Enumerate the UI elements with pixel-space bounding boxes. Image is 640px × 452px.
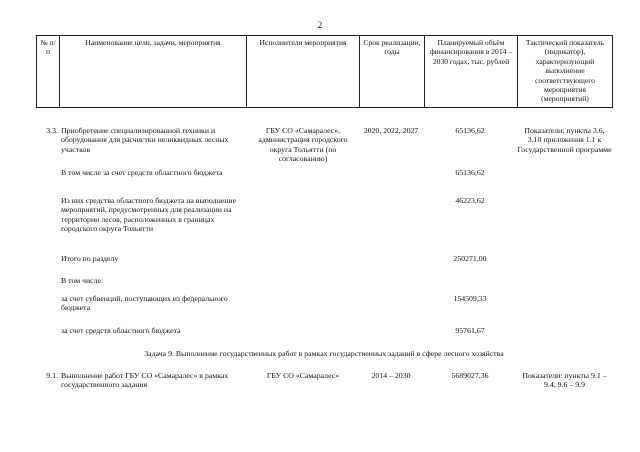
row-name: Из них средства областного бюджета на выполнение мероприятий, предусмотренных для реализации на территории лесов, расположенных в границах городского округа Тольятти (61, 196, 237, 233)
page-number: 2 (317, 20, 323, 30)
row-term: 2020, 2022, 2027 (363, 126, 419, 135)
row-financing: 95761,67 (455, 326, 485, 335)
row-financing: 65136,62 (455, 126, 485, 135)
row-number: 3.3. (46, 126, 58, 135)
row-name: В том числе за счет средств областного бюджета (61, 168, 223, 177)
header-indicator: Тактический показатель (индикатор), характеризующий выполнение соответствующего мероприятия (мероприятий) (518, 36, 613, 108)
header-num: № п/п (37, 36, 60, 108)
task-heading: Задача 9. Выполнение государственных работ в рамках государственных заданий в сфере лесного хозяйства (144, 349, 504, 358)
header-financing: Планируемый объём финансирования в 2014 – 2030 годах, тыс. рублей (425, 36, 518, 108)
row-name: Приобретение специализированной техники и оборудования для расчистки неликвидных лесных участков (61, 126, 229, 154)
row-financing: 154509,33 (453, 294, 487, 303)
row-number: 9.1. (46, 371, 58, 380)
row-indicator: Показатели: пункты 9.1 – 9.4, 9.6 – 9.9 (522, 371, 607, 390)
row-indicator: Показатели: пункты 3.6, 3.10 приложения 1.1 к Государственной программе (517, 126, 612, 154)
row-name: Выполнение работ ГБУ СО «Самаралес» в рамках государственного задания (61, 371, 229, 390)
header-term: Срок реализации, годы (360, 36, 425, 108)
header-executors: Исполнители мероприятия (247, 36, 360, 108)
row-financing: 46223,62 (455, 196, 485, 205)
row-financing: 5689027,36 (451, 371, 489, 380)
row-term: 2014 – 2030 (371, 371, 411, 380)
row-financing: 65136,62 (455, 168, 485, 177)
row-name: Итого по разделу (61, 254, 119, 263)
row-executors: ГБУ СО «Самаралес», администрация городского округа Тольятти (по согласованию) (258, 126, 348, 163)
row-name: за счет средств областного бюджета (61, 326, 181, 335)
row-name: В том числе: (61, 276, 104, 285)
table-header (36, 35, 613, 108)
row-executors: ГБУ СО «Самаралес» (266, 371, 340, 380)
header-name: Наименование цели, задачи, мероприятия (60, 36, 247, 108)
row-name: за счет субвенций, поступающих из федерального бюджета (61, 294, 228, 313)
row-financing: 250271,00 (453, 254, 487, 263)
